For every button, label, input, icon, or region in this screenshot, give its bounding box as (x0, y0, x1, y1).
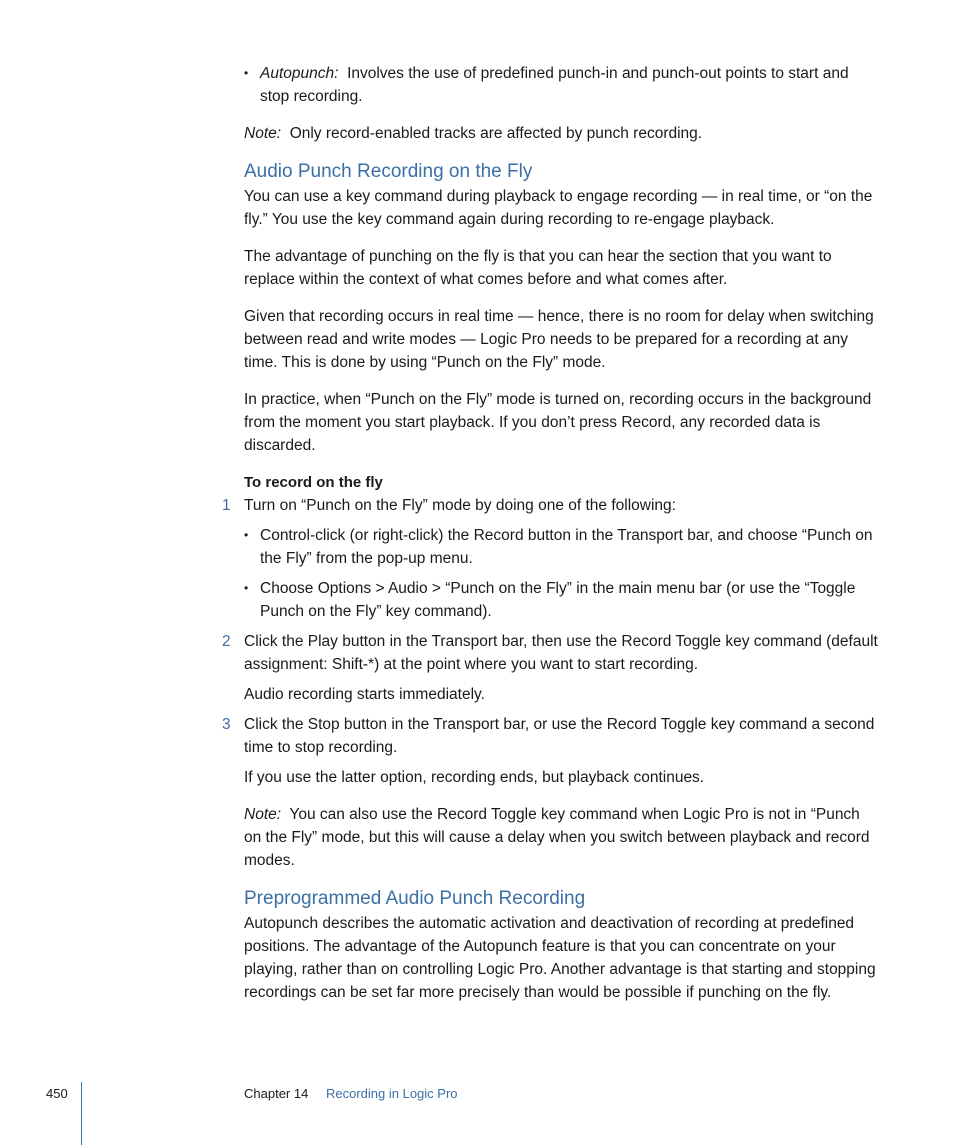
section-heading-punch-on-the-fly: Audio Punch Recording on the Fly (244, 161, 533, 182)
page-number: 450 (46, 1086, 68, 1101)
paragraph-autopunch: Autopunch describes the automatic activation and deactivation of recording at predefined positions. The advantage of the Autopunch feature is that you can concentrate on your playing, rather than on controlling Logic Pro. Another advantage is that starting and stopping recordings can be set far more precisely than would be possible if punching on the fly. (244, 915, 876, 1001)
page-footer (0, 1082, 954, 1145)
autopunch-bullet (244, 62, 878, 108)
paragraph-key-command: You can use a key command during playback to engage recording — in real time, or “on the fly.” You use the key command again during recording to re-engage playback. (244, 188, 873, 228)
step-1-option-2: • Choose Options > Audio > “Punch on the Fly” in the main menu bar (or use the “Toggle Punch on the Fly” key command). (244, 577, 878, 623)
step-result: If you use the latter option, recording ends, but playback continues. (244, 769, 705, 786)
step-text: Click the Stop button in the Transport bar, or use the Record Toggle key command a second time to stop recording. (244, 716, 875, 756)
autopunch-description: Involves the use of predefined punch-in and punch-out points to start and stop recording. (260, 65, 849, 105)
note-text: Only record-enabled tracks are affected by punch recording. (289, 125, 703, 142)
step-2 (222, 630, 878, 706)
step-text: Turn on “Punch on the Fly” mode by doing one of the following: (244, 497, 676, 514)
footer-divider (81, 1082, 82, 1145)
note-label: Note: (244, 806, 282, 823)
paragraph-in-practice: In practice, when “Punch on the Fly” mode is turned on, recording occurs in the background from the moment you start playback. If you don’t press Record, any recorded data is discarded. (244, 391, 872, 454)
note-label: Note: (244, 125, 282, 142)
chapter-label: Chapter 14 (244, 1086, 309, 1101)
section-heading-preprogrammed-punch: Preprogrammed Audio Punch Recording (244, 888, 586, 909)
step-number: 3 (222, 716, 231, 733)
autopunch-term: Autopunch: (260, 65, 339, 82)
step-1-option-1: • Control-click (or right-click) the Record button in the Transport bar, and choose “Punch on the Fly” from the pop-up menu. (244, 524, 878, 570)
task-heading: To record on the fly (244, 474, 383, 491)
note-text: You can also use the Record Toggle key command when Logic Pro is not in “Punch on the Fly” mode, but this will cause a delay when you switch between playback and record modes. (244, 806, 870, 869)
intro-note (244, 122, 878, 145)
step-1 (222, 494, 878, 623)
step-result: Audio recording starts immediately. (244, 686, 485, 703)
step-3 (222, 713, 878, 789)
delay-note (244, 803, 878, 872)
chapter-title: Recording in Logic Pro (326, 1086, 458, 1101)
step-number: 1 (222, 497, 231, 514)
paragraph-real-time: Given that recording occurs in real time — hence, there is no room for delay when switching between read and write modes — Logic Pro needs to be prepared for a recording at any time. This is done by using “Punch on the Fly” mode. (244, 308, 874, 371)
step-number: 2 (222, 633, 231, 650)
page-content (222, 60, 878, 1004)
step-text: Click the Play button in the Transport bar, then use the Record Toggle key command (default assignment: Shift-*) at the point where you want to start recording. (244, 633, 878, 673)
paragraph-advantage: The advantage of punching on the fly is that you can hear the section that you want to replace within the context of what comes before and what comes after. (244, 248, 832, 288)
